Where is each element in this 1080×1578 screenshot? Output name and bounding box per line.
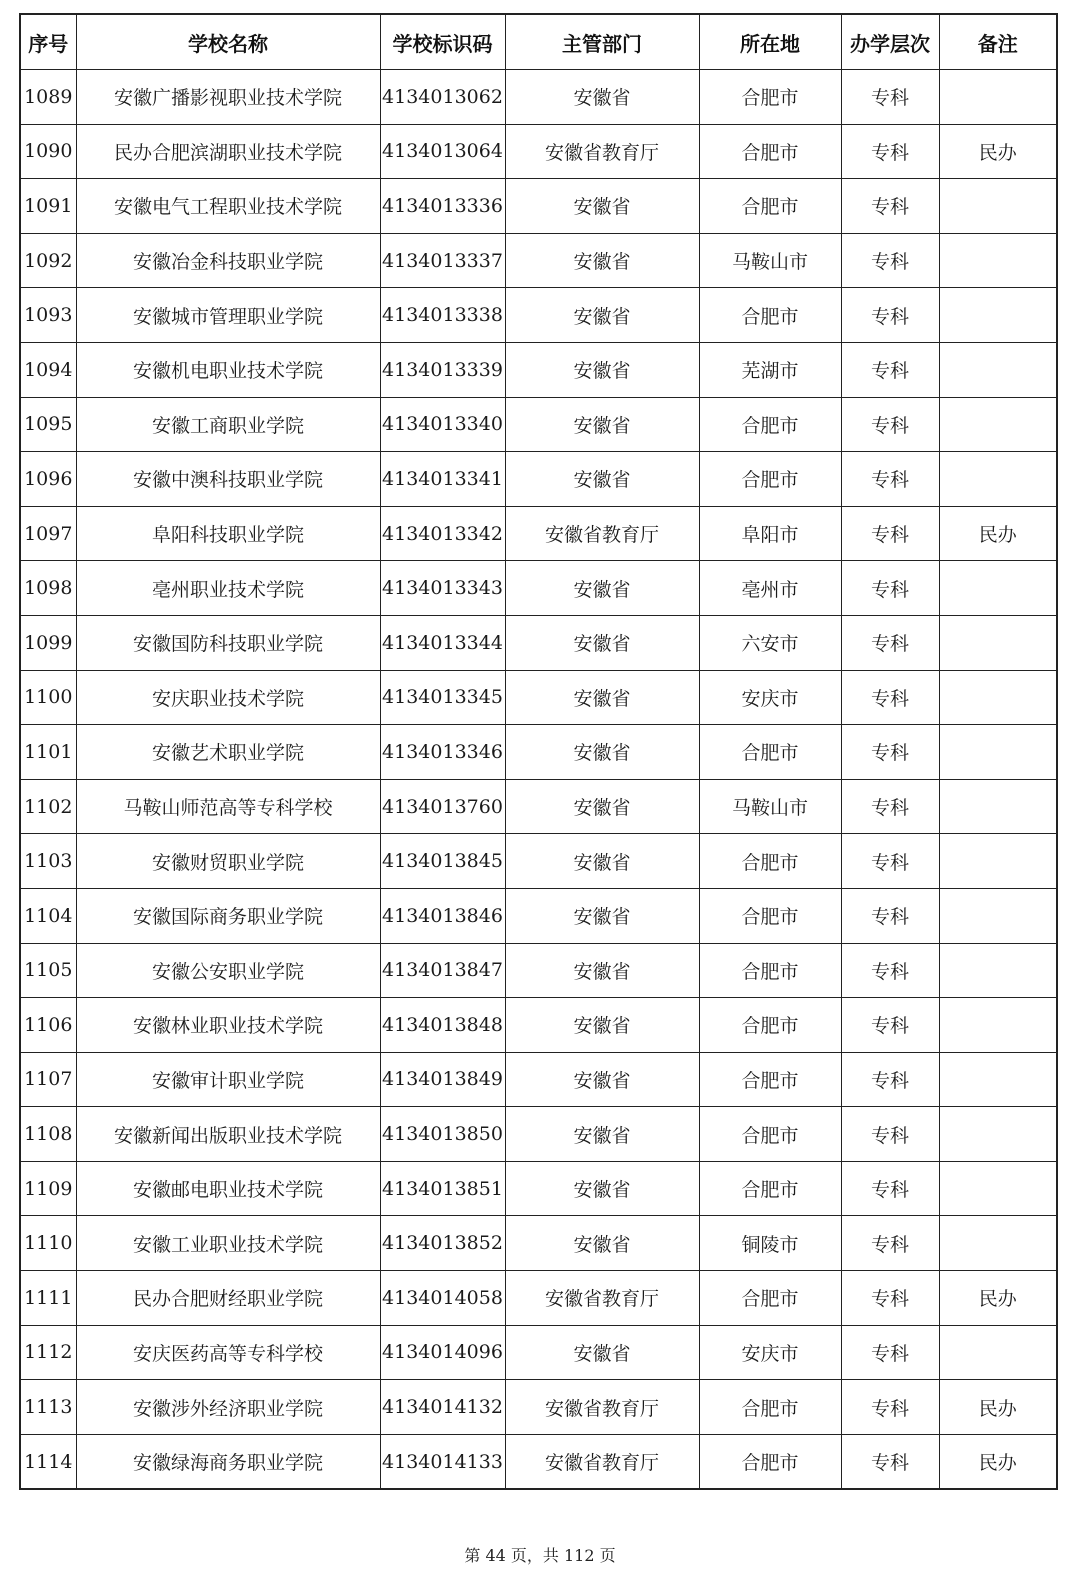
cell-department: 安徽省 [505, 1052, 699, 1107]
cell-index: 1092 [20, 233, 76, 288]
cell-level: 专科 [841, 288, 939, 343]
table-row [20, 70, 1057, 125]
table-row [20, 670, 1057, 725]
cell-remark [939, 1325, 1057, 1380]
cell-remark [939, 233, 1057, 288]
table-row [20, 1216, 1057, 1271]
cell-department: 安徽省教育厅 [505, 124, 699, 179]
cell-index: 1107 [20, 1052, 76, 1107]
cell-index: 1098 [20, 561, 76, 616]
cell-school-code: 4134013851 [380, 1161, 505, 1216]
table-row [20, 779, 1057, 834]
table-row [20, 124, 1057, 179]
cell-index: 1094 [20, 342, 76, 397]
cell-remark [939, 1216, 1057, 1271]
cell-level: 专科 [841, 233, 939, 288]
cell-school-code: 4134013345 [380, 670, 505, 725]
cell-remark: 民办 [939, 1271, 1057, 1326]
cell-remark: 民办 [939, 1380, 1057, 1435]
cell-level: 专科 [841, 670, 939, 725]
cell-location: 铜陵市 [699, 1216, 841, 1271]
cell-remark [939, 670, 1057, 725]
table-row [20, 452, 1057, 507]
cell-level: 专科 [841, 834, 939, 889]
cell-department: 安徽省教育厅 [505, 506, 699, 561]
cell-department: 安徽省教育厅 [505, 1434, 699, 1489]
cell-school-name: 安徽广播影视职业技术学院 [76, 70, 380, 125]
cell-remark [939, 397, 1057, 452]
cell-index: 1110 [20, 1216, 76, 1271]
cell-level: 专科 [841, 506, 939, 561]
cell-school-name: 安徽中澳科技职业学院 [76, 452, 380, 507]
cell-index: 1106 [20, 998, 76, 1053]
cell-remark [939, 888, 1057, 943]
cell-school-code: 4134013341 [380, 452, 505, 507]
cell-school-code: 4134013849 [380, 1052, 505, 1107]
cell-school-name: 安徽国防科技职业学院 [76, 615, 380, 670]
cell-department: 安徽省 [505, 834, 699, 889]
cell-department: 安徽省 [505, 998, 699, 1053]
cell-location: 合肥市 [699, 998, 841, 1053]
table-row [20, 943, 1057, 998]
cell-department: 安徽省 [505, 288, 699, 343]
header-row [20, 14, 1057, 70]
cell-level: 专科 [841, 1271, 939, 1326]
cell-school-name: 阜阳科技职业学院 [76, 506, 380, 561]
cell-level: 专科 [841, 888, 939, 943]
cell-level: 专科 [841, 452, 939, 507]
cell-level: 专科 [841, 1107, 939, 1162]
cell-remark: 民办 [939, 124, 1057, 179]
cell-school-code: 4134013850 [380, 1107, 505, 1162]
cell-school-code: 4134014133 [380, 1434, 505, 1489]
cell-school-code: 4134014058 [380, 1271, 505, 1326]
cell-level: 专科 [841, 1161, 939, 1216]
cell-department: 安徽省 [505, 1161, 699, 1216]
cell-school-name: 安徽机电职业技术学院 [76, 342, 380, 397]
cell-location: 马鞍山市 [699, 779, 841, 834]
cell-index: 1096 [20, 452, 76, 507]
cell-school-name: 安徽邮电职业技术学院 [76, 1161, 380, 1216]
cell-department: 安徽省 [505, 615, 699, 670]
cell-school-code: 4134013064 [380, 124, 505, 179]
cell-remark [939, 1107, 1057, 1162]
cell-index: 1111 [20, 1271, 76, 1326]
cell-level: 专科 [841, 1434, 939, 1489]
cell-index: 1105 [20, 943, 76, 998]
cell-location: 亳州市 [699, 561, 841, 616]
header-location: 所在地 [699, 14, 841, 70]
cell-level: 专科 [841, 1325, 939, 1380]
header-department: 主管部门 [505, 14, 699, 70]
cell-school-code: 4134013337 [380, 233, 505, 288]
cell-remark [939, 1161, 1057, 1216]
cell-school-code: 4134013346 [380, 725, 505, 780]
cell-remark [939, 452, 1057, 507]
cell-school-name: 安徽工商职业学院 [76, 397, 380, 452]
cell-level: 专科 [841, 1052, 939, 1107]
cell-location: 芜湖市 [699, 342, 841, 397]
table-row [20, 1434, 1057, 1489]
cell-location: 安庆市 [699, 670, 841, 725]
cell-location: 合肥市 [699, 288, 841, 343]
cell-level: 专科 [841, 725, 939, 780]
table-row [20, 1161, 1057, 1216]
cell-remark [939, 998, 1057, 1053]
cell-location: 合肥市 [699, 1271, 841, 1326]
cell-remark [939, 179, 1057, 234]
cell-index: 1104 [20, 888, 76, 943]
cell-school-code: 4134014132 [380, 1380, 505, 1435]
cell-school-code: 4134013062 [380, 70, 505, 125]
cell-index: 1090 [20, 124, 76, 179]
cell-school-name: 安徽财贸职业学院 [76, 834, 380, 889]
table-row [20, 1271, 1057, 1326]
cell-school-code: 4134013848 [380, 998, 505, 1053]
cell-index: 1099 [20, 615, 76, 670]
cell-location: 合肥市 [699, 943, 841, 998]
cell-remark [939, 342, 1057, 397]
cell-school-code: 4134013342 [380, 506, 505, 561]
cell-department: 安徽省 [505, 670, 699, 725]
cell-location: 合肥市 [699, 1161, 841, 1216]
table-row [20, 561, 1057, 616]
cell-school-name: 马鞍山师范高等专科学校 [76, 779, 380, 834]
cell-school-code: 4134013344 [380, 615, 505, 670]
cell-department: 安徽省 [505, 342, 699, 397]
cell-location: 阜阳市 [699, 506, 841, 561]
cell-school-code: 4134014096 [380, 1325, 505, 1380]
header-level: 办学层次 [841, 14, 939, 70]
cell-department: 安徽省 [505, 1107, 699, 1162]
cell-remark [939, 561, 1057, 616]
table-body [20, 70, 1057, 1490]
cell-index: 1108 [20, 1107, 76, 1162]
cell-department: 安徽省 [505, 888, 699, 943]
cell-department: 安徽省 [505, 779, 699, 834]
cell-department: 安徽省 [505, 1325, 699, 1380]
cell-location: 合肥市 [699, 725, 841, 780]
cell-level: 专科 [841, 342, 939, 397]
table-row [20, 888, 1057, 943]
cell-school-code: 4134013338 [380, 288, 505, 343]
cell-location: 合肥市 [699, 834, 841, 889]
cell-department: 安徽省 [505, 233, 699, 288]
cell-location: 合肥市 [699, 179, 841, 234]
cell-remark [939, 615, 1057, 670]
cell-school-name: 安徽国际商务职业学院 [76, 888, 380, 943]
table-header [20, 14, 1057, 70]
cell-school-name: 安徽林业职业技术学院 [76, 998, 380, 1053]
cell-level: 专科 [841, 70, 939, 125]
cell-index: 1102 [20, 779, 76, 834]
cell-level: 专科 [841, 397, 939, 452]
cell-index: 1100 [20, 670, 76, 725]
table-row [20, 288, 1057, 343]
cell-index: 1109 [20, 1161, 76, 1216]
cell-location: 合肥市 [699, 1434, 841, 1489]
cell-index: 1097 [20, 506, 76, 561]
cell-index: 1101 [20, 725, 76, 780]
cell-remark [939, 943, 1057, 998]
cell-school-name: 安徽冶金科技职业学院 [76, 233, 380, 288]
cell-department: 安徽省 [505, 452, 699, 507]
cell-school-name: 民办合肥滨湖职业技术学院 [76, 124, 380, 179]
cell-level: 专科 [841, 179, 939, 234]
header-index: 序号 [20, 14, 76, 70]
cell-department: 安徽省 [505, 1216, 699, 1271]
cell-school-code: 4134013847 [380, 943, 505, 998]
cell-remark [939, 288, 1057, 343]
cell-index: 1114 [20, 1434, 76, 1489]
cell-school-code: 4134013336 [380, 179, 505, 234]
cell-school-name: 安庆医药高等专科学校 [76, 1325, 380, 1380]
header-school-name: 学校名称 [76, 14, 380, 70]
cell-school-name: 安徽审计职业学院 [76, 1052, 380, 1107]
cell-index: 1091 [20, 179, 76, 234]
table-row [20, 834, 1057, 889]
cell-school-name: 安徽电气工程职业技术学院 [76, 179, 380, 234]
cell-location: 合肥市 [699, 397, 841, 452]
table-row [20, 397, 1057, 452]
cell-school-name: 安徽涉外经济职业学院 [76, 1380, 380, 1435]
cell-location: 合肥市 [699, 1052, 841, 1107]
page-number-footer: 第 44 页，共 112 页 [464, 1546, 616, 1565]
table-row [20, 998, 1057, 1053]
cell-school-name: 安徽工业职业技术学院 [76, 1216, 380, 1271]
cell-level: 专科 [841, 124, 939, 179]
cell-index: 1089 [20, 70, 76, 125]
table-row [20, 725, 1057, 780]
table-row [20, 1107, 1057, 1162]
cell-school-name: 亳州职业技术学院 [76, 561, 380, 616]
cell-school-name: 民办合肥财经职业学院 [76, 1271, 380, 1326]
table-row [20, 233, 1057, 288]
cell-school-code: 4134013340 [380, 397, 505, 452]
cell-school-name: 安徽绿海商务职业学院 [76, 1434, 380, 1489]
cell-level: 专科 [841, 561, 939, 616]
cell-department: 安徽省 [505, 943, 699, 998]
cell-level: 专科 [841, 615, 939, 670]
cell-school-name: 安庆职业技术学院 [76, 670, 380, 725]
cell-school-code: 4134013343 [380, 561, 505, 616]
cell-location: 安庆市 [699, 1325, 841, 1380]
cell-department: 安徽省 [505, 725, 699, 780]
table-row [20, 342, 1057, 397]
cell-level: 专科 [841, 1380, 939, 1435]
table-row [20, 1380, 1057, 1435]
table-row [20, 506, 1057, 561]
cell-location: 合肥市 [699, 1380, 841, 1435]
cell-location: 合肥市 [699, 1107, 841, 1162]
cell-department: 安徽省 [505, 179, 699, 234]
cell-location: 合肥市 [699, 888, 841, 943]
cell-department: 安徽省 [505, 70, 699, 125]
header-school-code: 学校标识码 [380, 14, 505, 70]
cell-school-name: 安徽城市管理职业学院 [76, 288, 380, 343]
cell-department: 安徽省教育厅 [505, 1271, 699, 1326]
cell-remark [939, 725, 1057, 780]
cell-index: 1093 [20, 288, 76, 343]
cell-remark [939, 779, 1057, 834]
cell-location: 合肥市 [699, 70, 841, 125]
cell-department: 安徽省 [505, 397, 699, 452]
cell-index: 1113 [20, 1380, 76, 1435]
cell-school-code: 4134013760 [380, 779, 505, 834]
cell-remark [939, 1052, 1057, 1107]
cell-department: 安徽省教育厅 [505, 1380, 699, 1435]
cell-remark: 民办 [939, 506, 1057, 561]
cell-school-name: 安徽艺术职业学院 [76, 725, 380, 780]
cell-remark [939, 70, 1057, 125]
cell-remark: 民办 [939, 1434, 1057, 1489]
cell-level: 专科 [841, 998, 939, 1053]
cell-level: 专科 [841, 943, 939, 998]
cell-location: 六安市 [699, 615, 841, 670]
table-row [20, 615, 1057, 670]
cell-school-name: 安徽新闻出版职业技术学院 [76, 1107, 380, 1162]
schools-table [19, 13, 1058, 1490]
cell-department: 安徽省 [505, 561, 699, 616]
table-row [20, 179, 1057, 234]
cell-level: 专科 [841, 779, 939, 834]
cell-school-code: 4134013339 [380, 342, 505, 397]
cell-school-code: 4134013852 [380, 1216, 505, 1271]
cell-index: 1095 [20, 397, 76, 452]
cell-location: 合肥市 [699, 452, 841, 507]
table-row [20, 1325, 1057, 1380]
cell-location: 马鞍山市 [699, 233, 841, 288]
cell-index: 1112 [20, 1325, 76, 1380]
table-row [20, 1052, 1057, 1107]
cell-remark [939, 834, 1057, 889]
cell-school-name: 安徽公安职业学院 [76, 943, 380, 998]
cell-location: 合肥市 [699, 124, 841, 179]
header-remark: 备注 [939, 14, 1057, 70]
cell-index: 1103 [20, 834, 76, 889]
cell-school-code: 4134013845 [380, 834, 505, 889]
cell-school-code: 4134013846 [380, 888, 505, 943]
cell-level: 专科 [841, 1216, 939, 1271]
